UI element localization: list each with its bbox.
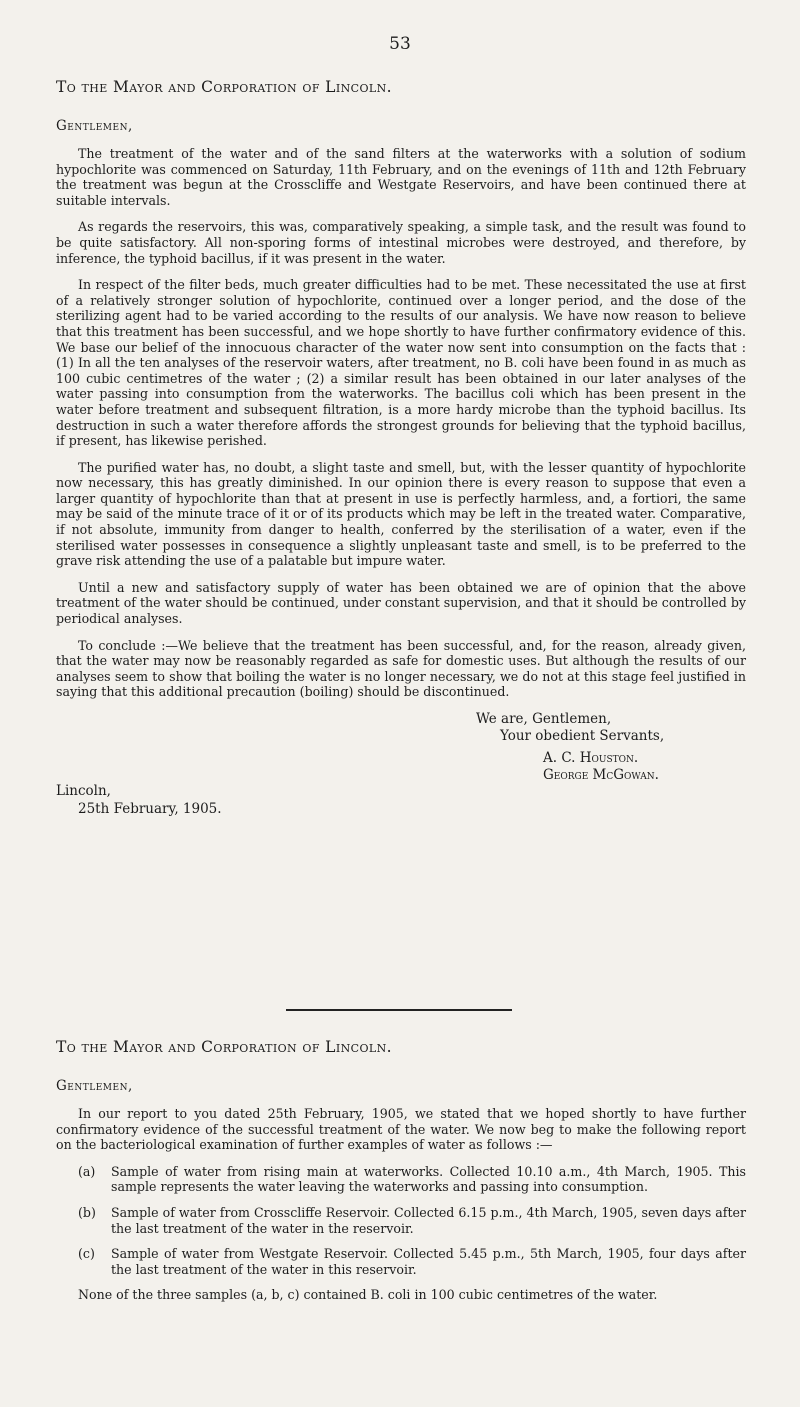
signatory-name: George McGowan. — [543, 767, 659, 783]
paragraph: The purified water has, no doubt, a slight taste and smell, but, with the lesser quantity of hypochlorite now necessary, this has greatly diminished. In our opinion there is every reason to suppose that even a larger quantity of hypochlorite than that at present in use is perfectly harmless, and, a fortiori, the same may be said of the minute trace of it or of its products which may be left in the treated water. Comparative, if not absolute, immunity from danger to health, conferred by the sterilisation of a water, even if the sterilised water possesses in consequence a slightly unpleasant taste and smell, is to be preferred to the grave risk attending the use of a palatable but impure water. — [56, 459, 746, 569]
signature-block — [543, 750, 746, 784]
list-marker: (c) — [78, 1246, 95, 1262]
letter-date: 25th February, 1905. — [78, 801, 222, 817]
letter-heading: To the Mayor and Corporation of Lincoln. — [56, 78, 392, 96]
paragraph: To conclude :—We believe that the treatment has been successful, and, for the reason, already given, that the water may now be reasonably regarded as safe for domestic uses. But although the results of our analyses seem to show that boiling the water is no longer necessary, we do not at this stage feel justified in saying that this additional precaution (boiling) should be discontinued. — [56, 637, 746, 700]
list-item-text: Sample of water from Crosscliffe Reservoir. Collected 6.15 p.m., 4th March, 1905, seven days after the last treatment of the water in the reservoir. — [111, 1204, 746, 1236]
paragraph: In respect of the filter beds, much greater difficulties had to be met. These necessitated the use at first of a relatively stronger solution of hypochlorite, continued over a longer period, and the dose of the sterilizing agent had to be varied according to the results of our analysis. We have now reason to believe that this treatment has been successful, and we hope shortly to have further confirmatory evidence of this. We base our belief of the innocuous character of the water now sent into consumption on the facts that : (1) In all the ten analyses of the reservoir waters, after treatment, no B. coli have been found in as much as 100 cubic centimetres of the water ; (2) a similar result has been obtained in our later analyses of the water passing into consumption from the waterworks. The bacillus coli which has been present in the water before treatment and subsequent filtration, is a more hardy microbe than the typhoid bacillus. Its destruction in such a water therefore affords the strongest grounds for believing that the typhoid bacillus, if present, has likewise perished. — [56, 277, 746, 449]
list-item — [56, 1246, 746, 1277]
list-item — [56, 1205, 746, 1236]
signatory-name: A. C. Houston. — [543, 750, 639, 766]
closing-line: Your obedient Servants, — [500, 728, 665, 744]
letter-heading: To the Mayor and Corporation of Lincoln. — [56, 1038, 392, 1056]
letter-salutation: Gentlemen, — [56, 118, 133, 134]
letter-second — [56, 1038, 746, 1314]
letter-first — [56, 78, 746, 818]
list-item-text: Sample of water from Westgate Reservoir. Collected 5.45 p.m., 5th March, 1905, four days after the last treatment of the water in this reservoir. — [111, 1246, 746, 1277]
paragraph: Until a new and satisfactory supply of water has been obtained we are of opinion that the above treatment of the water should be continued, under constant supervision, and that it should be controlled by periodical analyses. — [56, 579, 746, 627]
place-and-date — [56, 782, 746, 818]
list-item — [56, 1164, 746, 1195]
list-marker: (a) — [78, 1163, 96, 1179]
page-number: 53 — [389, 34, 411, 54]
sample-list — [56, 1164, 746, 1278]
list-item-text: Sample of water from rising main at waterworks. Collected 10.10 a.m., 4th March, 1905. This sample represents the water leaving the waterworks and passing into consumption. — [111, 1163, 746, 1195]
closing-line: We are, Gentlemen, — [476, 711, 612, 727]
list-marker: (b) — [78, 1204, 96, 1220]
letter-salutation: Gentlemen, — [56, 1078, 133, 1094]
paragraph: As regards the reservoirs, this was, comparatively speaking, a simple task, and the result was found to be quite satisfactory. All non-sporing forms of intestinal microbes were destroyed, and therefore, by inference, the typhoid bacillus, if it was present in the water. — [56, 219, 746, 266]
letter-closing — [476, 711, 746, 745]
paragraph: In our report to you dated 25th February, 1905, we stated that we hoped shortly to have further confirmatory evidence of the successful treatment of the water. We now beg to make the following report on the bacteriological examination of further examples of water as follows :— — [56, 1106, 746, 1153]
section-divider — [286, 1009, 512, 1011]
paragraph: The treatment of the water and of the sand filters at the waterworks with a solution of sodium hypochlorite was commenced on Saturday, 11th February, and on the evenings of 11th and 12th February the treatment was begun at the Crosscliffe and Westgate Reservoirs, and have been continued there at suitable intervals. — [56, 146, 746, 208]
paragraph: None of the three samples (a, b, c) contained B. coli in 100 cubic centimetres of the water. — [78, 1287, 658, 1303]
letter-place: Lincoln, — [56, 783, 111, 799]
